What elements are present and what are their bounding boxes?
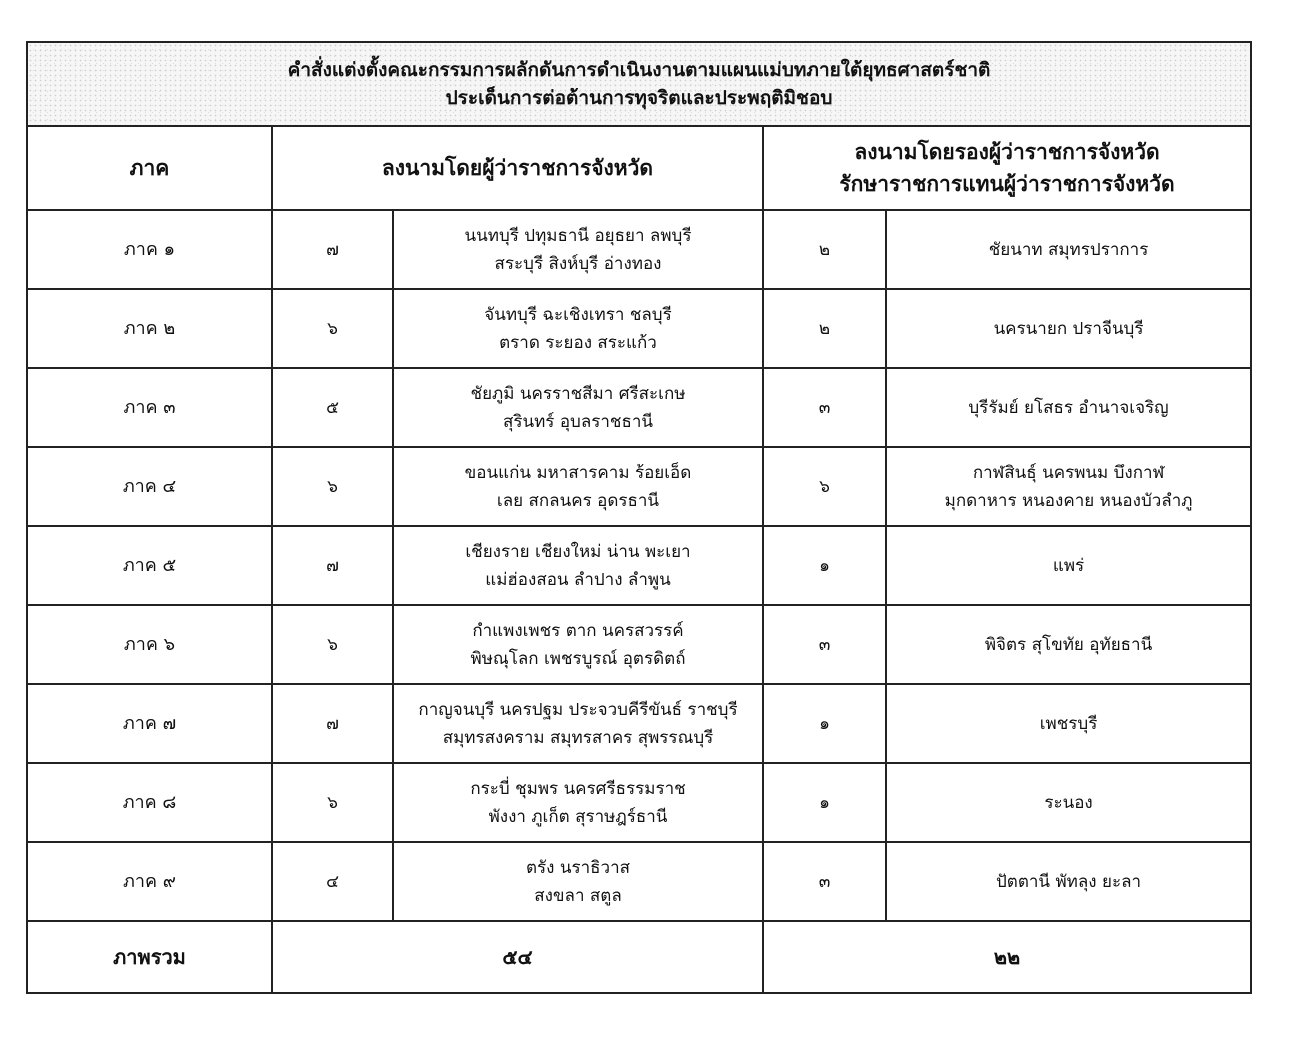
document-sheet [26, 41, 1250, 994]
title-line-1: คำสั่งแต่งตั้งคณะกรรมการผลักดันการดำเนินงานตามแผนแม่บทภายใต้ยุทธศาสตร์ชาติ [287, 59, 991, 81]
province-line: แพร่ [1052, 555, 1085, 576]
province-line: ตราด ระยอง สระแก้ว [499, 332, 657, 353]
deputy-provinces-cell [886, 605, 1251, 684]
deputy-provinces-cell [886, 842, 1251, 921]
deputy-count-cell: ๑ [763, 684, 886, 763]
province-line: ตรัง นราธิวาส [525, 857, 631, 878]
header-deputy-line-1: ลงนามโดยรองผู้ว่าราชการจังหวัด [854, 140, 1160, 164]
table-body [27, 210, 1251, 921]
deputy-provinces-cell [886, 763, 1251, 842]
province-line: พังงา ภูเก็ต สุราษฎร์ธานี [488, 806, 668, 827]
region-cell: ภาค ๒ [27, 289, 272, 368]
governor-count-cell: ๖ [272, 447, 393, 526]
deputy-count-cell: ๑ [763, 526, 886, 605]
province-line: จันทบุรี ฉะเชิงเทรา ชลบุรี [484, 304, 672, 325]
table-row [27, 447, 1251, 526]
governor-provinces-cell [393, 210, 763, 289]
province-line: บุรีรัมย์ ยโสธร อำนาจเจริญ [968, 397, 1169, 418]
governor-count-cell: ๔ [272, 842, 393, 921]
governor-provinces-cell [393, 605, 763, 684]
governor-count-cell: ๕ [272, 368, 393, 447]
table-row [27, 763, 1251, 842]
governor-provinces-cell [393, 289, 763, 368]
province-line: เชียงราย เชียงใหม่ น่าน พะเยา [465, 541, 691, 562]
province-line: นครนายก ปราจีนบุรี [993, 318, 1144, 339]
total-row [27, 921, 1251, 993]
province-line: สมุทรสงคราม สมุทรสาคร สุพรรณบุรี [442, 727, 714, 748]
province-line: เพชรบุรี [1039, 713, 1098, 734]
governor-count-cell: ๗ [272, 684, 393, 763]
title-row [27, 42, 1251, 126]
region-cell: ภาค ๑ [27, 210, 272, 289]
table-row [27, 684, 1251, 763]
governor-count-cell: ๗ [272, 526, 393, 605]
table-row [27, 210, 1251, 289]
region-cell: ภาค ๗ [27, 684, 272, 763]
region-cell: ภาค ๙ [27, 842, 272, 921]
header-deputy [763, 126, 1251, 210]
governor-provinces-cell [393, 684, 763, 763]
total-label: ภาพรวม [27, 921, 272, 993]
province-line: นนทบุรี ปทุมธานี อยุธยา ลพบุรี [464, 225, 692, 246]
region-cell: ภาค ๖ [27, 605, 272, 684]
governor-provinces-cell [393, 526, 763, 605]
province-line: ชัยภูมิ นครราชสีมา ศรีสะเกษ [470, 383, 686, 404]
province-line: กระบี่ ชุมพร นครศรีธรรมราช [470, 778, 686, 799]
deputy-count-cell: ๖ [763, 447, 886, 526]
deputy-count-cell: ๓ [763, 368, 886, 447]
deputy-provinces-cell [886, 368, 1251, 447]
governor-count-cell: ๖ [272, 763, 393, 842]
table-row [27, 368, 1251, 447]
province-line: กาญจนบุรี นครปฐม ประจวบคีรีขันธ์ ราชบุรี [418, 699, 738, 720]
deputy-count-cell: ๓ [763, 842, 886, 921]
deputy-provinces-cell [886, 210, 1251, 289]
governor-provinces-cell [393, 763, 763, 842]
region-cell: ภาค ๘ [27, 763, 272, 842]
governor-provinces-cell [393, 842, 763, 921]
table-row [27, 605, 1251, 684]
governor-count-cell: ๖ [272, 605, 393, 684]
province-line: กำแพงเพชร ตาก นครสวรรค์ [472, 620, 684, 641]
governor-count-cell: ๖ [272, 289, 393, 368]
province-line: สุรินทร์ อุบลราชธานี [502, 411, 654, 432]
region-cell: ภาค ๔ [27, 447, 272, 526]
governor-provinces-cell [393, 447, 763, 526]
province-line: มุกดาหาร หนองคาย หนองบัวลำภู [944, 490, 1193, 511]
province-line: ระนอง [1044, 792, 1093, 813]
governor-provinces-cell [393, 368, 763, 447]
header-governor: ลงนามโดยผู้ว่าราชการจังหวัด [272, 126, 763, 210]
deputy-provinces-cell [886, 289, 1251, 368]
province-line: สงขลา สตูล [534, 885, 622, 906]
province-line: พิษณุโลก เพชรบูรณ์ อุตรดิตถ์ [470, 648, 686, 669]
province-line: ชัยนาท สมุทรปราการ [988, 239, 1149, 260]
deputy-count-cell: ๓ [763, 605, 886, 684]
deputy-count-cell: ๒ [763, 289, 886, 368]
governor-count-cell: ๗ [272, 210, 393, 289]
deputy-provinces-cell [886, 684, 1251, 763]
province-line: แม่ฮ่องสอน ลำปาง ลำพูน [485, 569, 671, 590]
table-row [27, 842, 1251, 921]
table-row [27, 289, 1251, 368]
header-row [27, 126, 1251, 210]
province-line: เลย สกลนคร อุดรธานี [496, 490, 660, 511]
deputy-provinces-cell [886, 447, 1251, 526]
province-line: สระบุรี สิงห์บุรี อ่างทอง [494, 253, 662, 274]
province-line: ขอนแก่น มหาสารคาม ร้อยเอ็ด [464, 462, 692, 483]
deputy-provinces-cell [886, 526, 1251, 605]
deputy-count-cell: ๑ [763, 763, 886, 842]
header-region: ภาค [27, 126, 272, 210]
title-line-2: ประเด็นการต่อต้านการทุจริตและประพฤติมิชอบ [445, 87, 833, 109]
table-row [27, 526, 1251, 605]
province-line: กาฬสินธุ์ นครพนม บึงกาฬ [972, 462, 1165, 483]
province-line: ปัตตานี พัทลุง ยะลา [996, 871, 1142, 892]
header-deputy-line-2: รักษาราชการแทนผู้ว่าราชการจังหวัด [839, 172, 1175, 196]
governor-total: ๕๔ [272, 921, 763, 993]
deputy-total: ๒๒ [763, 921, 1251, 993]
committee-table [26, 41, 1252, 994]
province-line: พิจิตร สุโขทัย อุทัยธานี [984, 634, 1153, 655]
deputy-count-cell: ๒ [763, 210, 886, 289]
document-title [27, 42, 1251, 126]
region-cell: ภาค ๕ [27, 526, 272, 605]
region-cell: ภาค ๓ [27, 368, 272, 447]
